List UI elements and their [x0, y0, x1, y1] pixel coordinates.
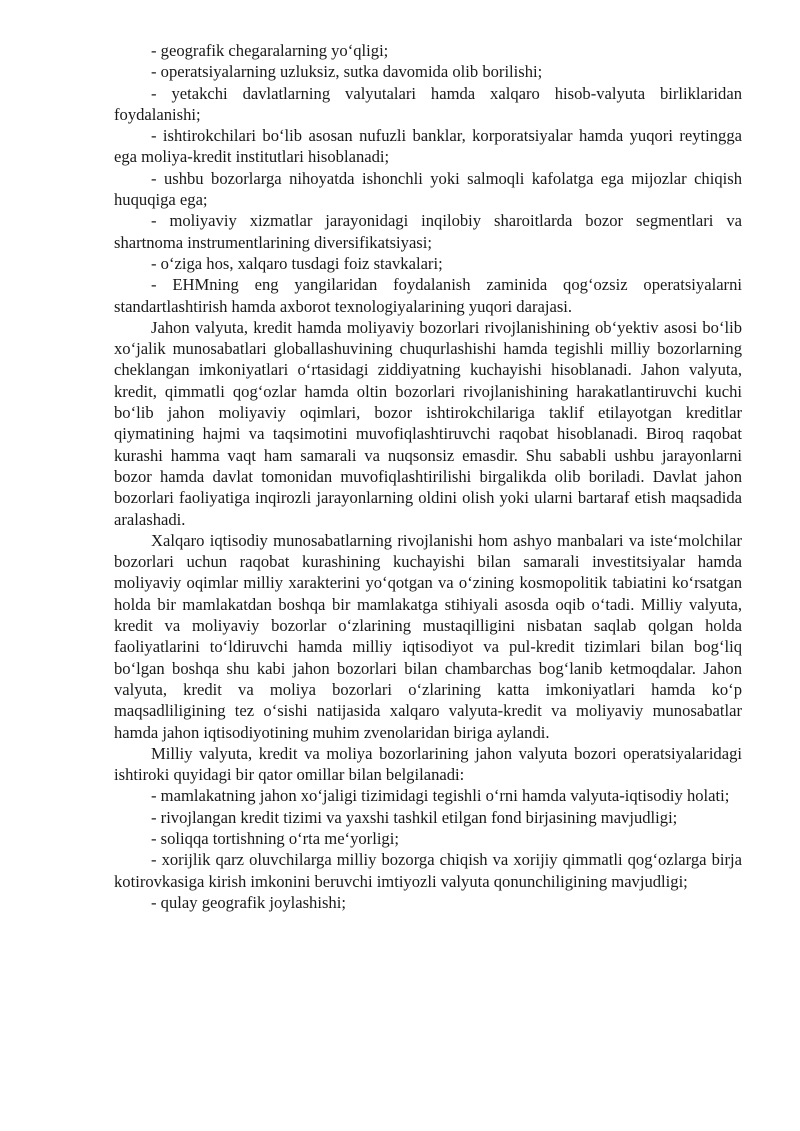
body-paragraph: Xalqaro iqtisodiy munosabatlarning rivojlanishi hom ashyo manbalari va iste‘molchilar bozorlari uchun raqobat kurashining kuchayishi bilan samarali investitsiyalar hamda moliyaviy oqimlar milliy xarakterini yo‘qotgan va o‘zining kosmopolitik tabiatini ko‘rsatgan holda bir mamlakatdan boshqa bir mamlakatga stihiyali asosda oqib o‘tadi. Milliy valyuta, kredit va moliyaviy bozorlar o‘zlarining mustaqilligini nisbatan saqlab qolgan holda faoliyatlarini to‘ldiruvchi hamda milliy iqtisodiyot va pul-kredit tizimlari bilan bog‘liq bo‘lgan boshqa shu kabi jahon bozorlari bilan chambarchas bog‘lanib ketmoqdalar. Jahon valyuta, kredit va moliya bozorlari o‘zlarining katta imkoniyatlari hamda ko‘p maqsadliligining tez o‘sishi natijasida xalqaro valyuta-kredit va moliyaviy munosabatlar hamda jahon iqtisodiyotining muhim zvenolaridan biriga aylandi. — [114, 530, 742, 742]
list-item: - xorijlik qarz oluvchilarga milliy bozorga chiqish va xorijiy qimmatli qog‘ozlarga birja kotirovkasiga kirish imkonini beruvchi imtiyozli valyuta qonunchiligining mavjudligi; — [114, 850, 742, 891]
body-paragraph: Milliy valyuta, kredit va moliya bozorlarining jahon valyuta bozori operatsiyalaridagi ishtiroki quyidagi bir qator omillar bilan belgilanadi: — [114, 743, 742, 785]
list-item: - mamlakatning jahon xo‘jaligi tizimidagi tegishli o‘rni hamda valyuta-iqtisodiy holati; — [151, 786, 730, 806]
list-item: - ishtirokchilari bo‘lib asosan nufuzli banklar, korporatsiyalar hamda yuqori reytingga ega moliya-kredit institutlari hisoblanadi; — [114, 126, 742, 167]
list-item: - yetakchi davlatlarning valyutalari hamda xalqaro hisob-valyuta birliklaridan foydalanishi; — [114, 83, 742, 124]
list-item: - ushbu bozorlarga nihoyatda ishonchli yoki salmoqli kafolatga ega mijozlar chiqish huquqiga ega; — [114, 168, 742, 210]
list-item: - moliyaviy xizmatlar jarayonidagi inqilobiy sharoitlarda bozor segmentlari va shartnoma instrumentlarining diversifikatsiyasi; — [114, 211, 742, 252]
list-item: - qulay geografik joylashishi; — [151, 892, 346, 912]
list-item: - o‘ziga hos, xalqaro tusdagi foiz stavkalari; — [151, 253, 443, 273]
body-paragraph: Jahon valyuta, kredit hamda moliyaviy bozorlari rivojlanishining ob‘yektiv asosi bo‘lib xo‘jalik munosabatlari globallashuvining chuqurlashishi hamda tegishli milliy bozorlarning cheklangan imkoniyatlari o‘rtasidagi ziddiyatning kuchayishi hisoblanadi. Jahon valyuta, kredit, qimmatli qog‘ozlar hamda oltin bozorlari rivojlanishining harakatlantiruvchi kuchi bo‘lib jahon moliyaviy oqimlari, bozor ishtirokchilariga taklif etilayotgan kreditlar qiymatining hajmi va taqsimotini muvofiqlashtiruvchi raqobat hisoblanadi. Biroq raqobat kurashi hamma vaqt ham samarali va nuqsonsiz emasdir. Shu sababli ushbu jarayonlarni bozor hamda davlat tomonidan muvofiqlashtirilishi birgalikda olib boriladi. Davlat jahon bozorlari faoliyatiga inqirozli jarayonlarning oldini olish yoki ularni bartaraf etish maqsadida aralashadi. — [114, 317, 742, 529]
list-item: - EHMning eng yangilaridan foydalanish zaminida qog‘ozsiz operatsiyalarni standartlashtirish hamda axborot texnologiyalarining yuqori darajasi. — [114, 275, 742, 316]
list-item: - geografik chegaralarning yo‘qligi; — [151, 41, 389, 60]
list-item: - soliqqa tortishning o‘rta me‘yorligi; — [151, 828, 399, 848]
list-item: - rivojlangan kredit tizimi va yaxshi tashkil etilgan fond birjasining mavjudligi; — [151, 807, 678, 827]
list-item: - operatsiyalarning uzluksiz, sutka davomida olib borilishi; — [151, 62, 543, 82]
document-page — [114, 40, 742, 913]
